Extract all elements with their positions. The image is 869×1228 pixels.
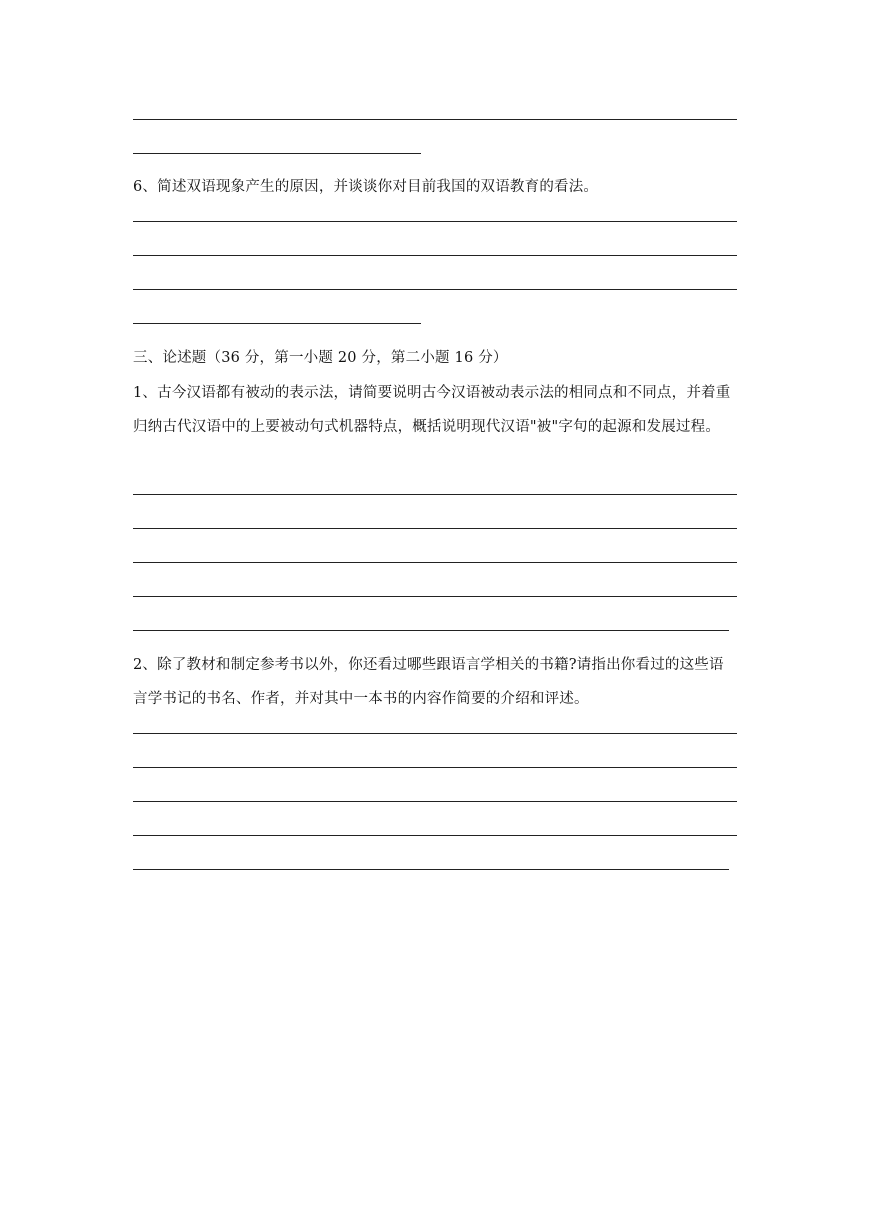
answer-line <box>133 750 737 784</box>
answer-line <box>133 818 737 852</box>
question-6-text: 6、简述双语现象产生的原因，并谈谈你对目前我国的双语教育的看法。 <box>133 179 599 195</box>
answer-line <box>133 852 737 886</box>
answer-line <box>133 477 737 511</box>
answer-line <box>133 579 737 613</box>
answer-line <box>133 716 737 750</box>
answer-line <box>133 613 737 647</box>
essay-question-1-text: 1、古今汉语都有被动的表示法，请简要说明古今汉语被动表示法的相同点和不同点，并着重归纳古代汉语中的上要被动句式机器特点，概括说明现代汉语"被"字句的起源和发展过程。 <box>133 385 731 435</box>
essay-question-2 <box>133 648 737 716</box>
answer-line <box>133 306 737 340</box>
answer-lines-previous <box>133 102 737 170</box>
answer-line <box>133 272 737 306</box>
answer-line <box>133 511 737 545</box>
answer-line <box>133 784 737 818</box>
answer-line <box>133 102 737 136</box>
answer-lines-essay-2 <box>133 716 737 886</box>
answer-lines-essay-1 <box>133 477 737 647</box>
answer-line <box>133 238 737 272</box>
section-3 <box>133 341 737 375</box>
answer-lines-q6 <box>133 204 737 340</box>
section-3-heading: 三、论述题（36 分，第一小题 20 分，第二小题 16 分） <box>133 350 508 366</box>
essay-question-1 <box>133 376 737 444</box>
answer-line <box>133 545 737 579</box>
answer-line <box>133 136 737 170</box>
question-6 <box>133 170 737 204</box>
answer-line <box>133 204 737 238</box>
essay-question-2-text: 2、除了教材和制定参考书以外，你还看过哪些跟语言学相关的书籍?请指出你看过的这些语言学书记的书名、作者，并对其中一本书的内容作简要的介绍和评述。 <box>133 657 724 707</box>
